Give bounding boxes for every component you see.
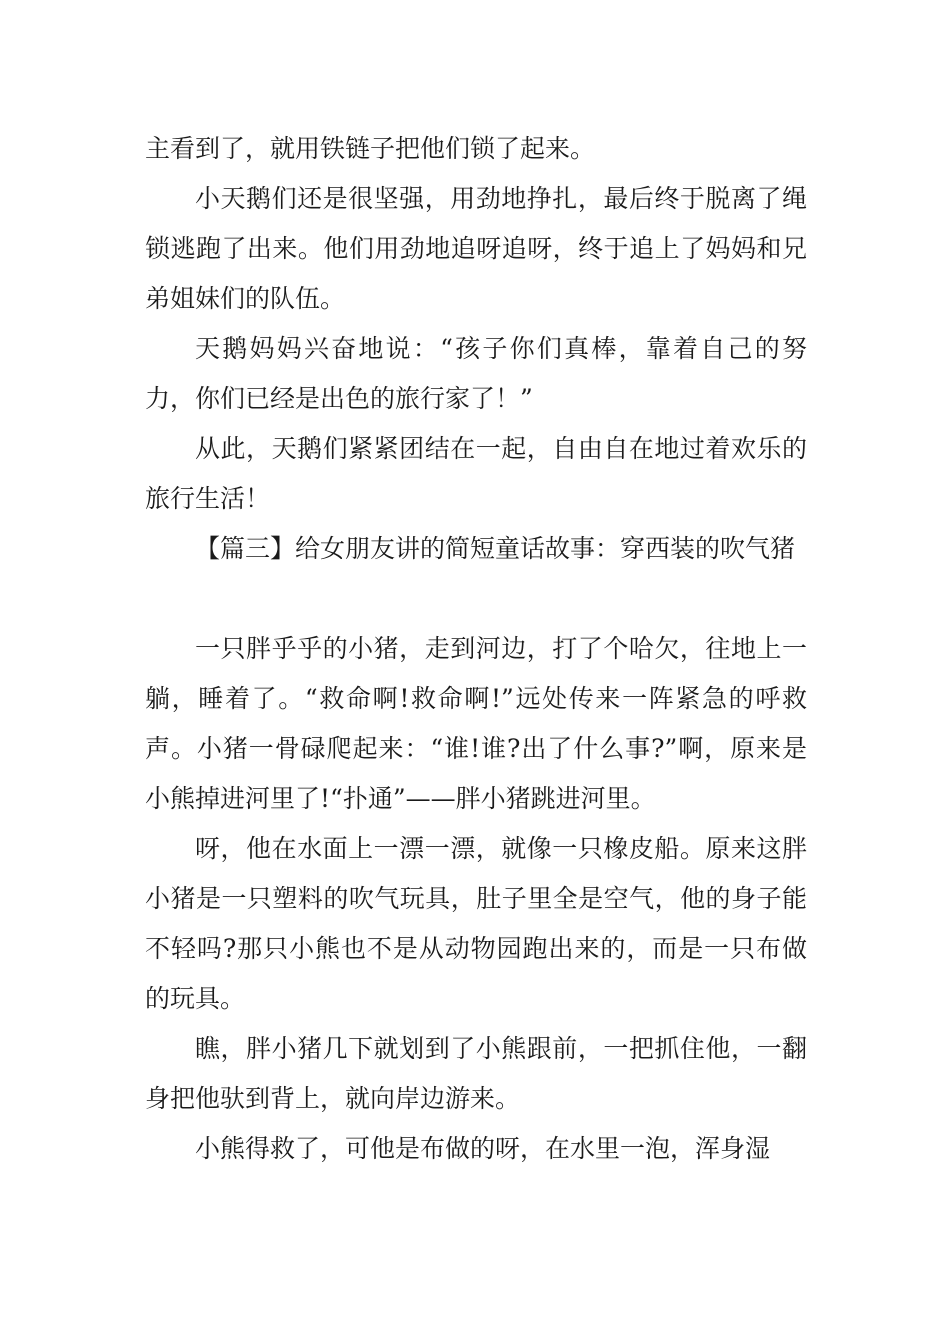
paragraph: 天鹅妈妈兴奋地说：“孩子你们真棒，靠着自己的努力，你们已经是出色的旅行家了！”	[145, 334, 807, 413]
paragraph: 小天鹅们还是很坚强，用劲地挣扎，最后终于脱离了绳锁逃跑了出来。他们用劲地追呀追呀，终于追上了妈妈和兄弟姐妹们的队伍。	[145, 184, 807, 313]
section-heading: 【篇三】给女朋友讲的简短童话故事：穿西装的吹气猪	[195, 534, 796, 563]
paragraph: 一只胖乎乎的小猪，走到河边，打了个哈欠，往地上一躺，睡着了。“救命啊!救命啊!”远处传来一阵紧急的呼救声。小猪一骨碌爬起来：“谁!谁?出了什么事?”啊，原来是小熊掉进河里了!“扑通”——胖小猪跳进河里。	[145, 634, 807, 813]
paragraph: 瞧，胖小猪几下就划到了小熊跟前，一把抓住他，一翻身把他驮到背上，就向岸边游来。	[145, 1034, 807, 1113]
paragraph: 呀，他在水面上一漂一漂，就像一只橡皮船。原来这胖小猪是一只塑料的吹气玩具，肚子里全是空气，他的身子能不轻吗?那只小熊也不是从动物园跑出来的，而是一只布做的玩具。	[145, 834, 807, 1013]
paragraph: 从此，天鹅们紧紧团结在一起，自由自在地过着欢乐的旅行生活！	[145, 434, 807, 513]
paragraph-continuation: 主看到了，就用铁链子把他们锁了起来。	[145, 134, 596, 163]
document-page	[145, 124, 807, 1174]
paragraph: 小熊得救了，可他是布做的呀，在水里一泡，浑身湿	[195, 1134, 771, 1163]
